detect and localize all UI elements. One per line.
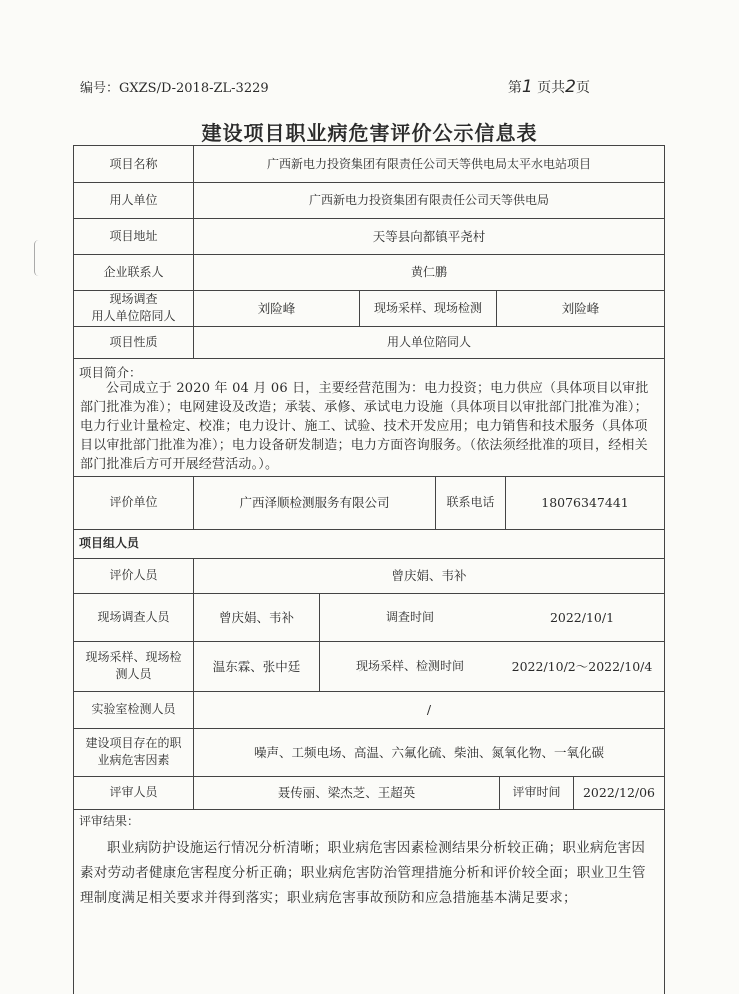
survey-accompany-value: 刘险峰 bbox=[257, 300, 296, 316]
hazards-label bbox=[74, 728, 193, 776]
reviewers-label: 评审人员 bbox=[109, 785, 158, 799]
page-mid: 页共 bbox=[537, 80, 566, 96]
contact-value: 黄仁鹏 bbox=[410, 264, 447, 279]
page-prefix: 第 bbox=[507, 80, 522, 96]
page-suffix: 页 bbox=[576, 80, 590, 96]
survey-time-value: 2022/10/1 bbox=[549, 609, 615, 625]
employer-label: 用人单位 bbox=[109, 192, 158, 207]
hazards-label-line2: 业病危害因素 bbox=[97, 753, 170, 767]
reviewers-value: 聂传丽、梁杰芝、王超英 bbox=[277, 785, 416, 800]
review-time-value: 2022/12/06 bbox=[582, 785, 656, 800]
hazards-label-line1: 建设项目存在的职 bbox=[85, 736, 182, 750]
review-result-text: 职业病防护设施运行情况分析清晰；职业病危害因素检测结果分析较正确；职业病危害因素对劳动者健康危害程度分析正确；职业病危害防治管理措施分析和评价较全面；职业卫生管理制度满足相关要求并得到落实；职业病危害事故预防和应急措施基本满足要求； bbox=[80, 840, 646, 906]
document-title: 建设项目职业病危害评价公示信息表 bbox=[201, 121, 538, 145]
sampling-time-label: 现场采样、检测时间 bbox=[355, 658, 464, 673]
document-number: 编号：GXZS/D-2018-ZL-3229 bbox=[80, 81, 269, 96]
page-total: 2 bbox=[565, 77, 576, 97]
review-result-label: 评审结果： bbox=[79, 814, 140, 828]
sampling-accompany-value: 刘险峰 bbox=[561, 300, 600, 316]
intro-label: 项目简介： bbox=[79, 365, 142, 380]
address-label: 项目地址 bbox=[109, 228, 158, 243]
project-name-value: 广西新电力投资集团有限责任公司天等供电局太平水电站项目 bbox=[266, 156, 591, 171]
team-header: 项目组人员 bbox=[79, 536, 140, 550]
sampling-time-value: 2022/10/2～2022/10/4 bbox=[511, 658, 653, 674]
survey-time-label: 调查时间 bbox=[385, 609, 434, 624]
sampling-label-line2: 测人员 bbox=[115, 667, 152, 681]
lab-staff-label: 实验室检测人员 bbox=[91, 702, 176, 716]
intro-text: 公司成立于 2020 年 04 月 06 日，主要经营范围为：电力投资；电力供应（具体项目以审批部门批准为准）；电网建设及改造；承装、承修、承试电力设施（具体项目以审批部门批准为准）；电力行业计量检定、校准；电力设计、施工、试验、技术开发应用；电力销售和技术服务（具体项目以审批部门批准为准）；电力设备研发制造；电力方面咨询服务。（依法须经批准的项目，经相关部门批准后方可开展经营活动。）。 bbox=[80, 381, 649, 472]
evaluator-unit-label: 评价单位 bbox=[109, 495, 158, 509]
project-nature-label: 项目性质 bbox=[109, 334, 158, 349]
address-value: 天等县向都镇平尧村 bbox=[372, 228, 486, 244]
hazards-value: 噪声、工频电场、高温、六氟化硫、柴油、氮氧化物、一氧化碳 bbox=[253, 744, 604, 760]
info-form bbox=[73, 145, 665, 994]
sampling-staff-label bbox=[74, 641, 193, 691]
document-header bbox=[80, 77, 590, 97]
site-survey-value: 曾庆娟、韦补 bbox=[218, 609, 294, 625]
project-name-label: 项目名称 bbox=[109, 156, 158, 171]
phone-value: 18076347441 bbox=[541, 495, 629, 510]
page-indicator bbox=[508, 77, 590, 97]
sampling-staff-value: 温东霖、张中廷 bbox=[212, 658, 301, 674]
evaluators-value: 曾庆娟、韦补 bbox=[391, 568, 467, 583]
employer-value: 广西新电力投资集团有限责任公司天等供电局 bbox=[308, 192, 549, 207]
phone-label: 联系电话 bbox=[446, 495, 495, 509]
project-nature-value: 用人单位陪同人 bbox=[386, 334, 471, 349]
survey-label-line2: 用人单位陪同人 bbox=[91, 309, 176, 323]
lab-staff-value: / bbox=[426, 702, 432, 717]
survey-accompany-label bbox=[74, 290, 193, 326]
sampling-label-line1: 现场采样、现场检 bbox=[85, 650, 182, 664]
evaluator-unit-value: 广西泽顺检测服务有限公司 bbox=[239, 495, 390, 510]
page-current: 1 bbox=[521, 77, 533, 97]
site-survey-label: 现场调查人员 bbox=[97, 609, 170, 624]
scan-artifact bbox=[34, 240, 43, 276]
sampling-accompany-label: 现场采样、现场检测 bbox=[373, 300, 482, 315]
contact-label: 企业联系人 bbox=[103, 264, 164, 279]
evaluators-label: 评价人员 bbox=[109, 568, 158, 582]
survey-label-line1: 现场调查 bbox=[109, 292, 158, 306]
review-time-label: 评审时间 bbox=[512, 785, 561, 799]
